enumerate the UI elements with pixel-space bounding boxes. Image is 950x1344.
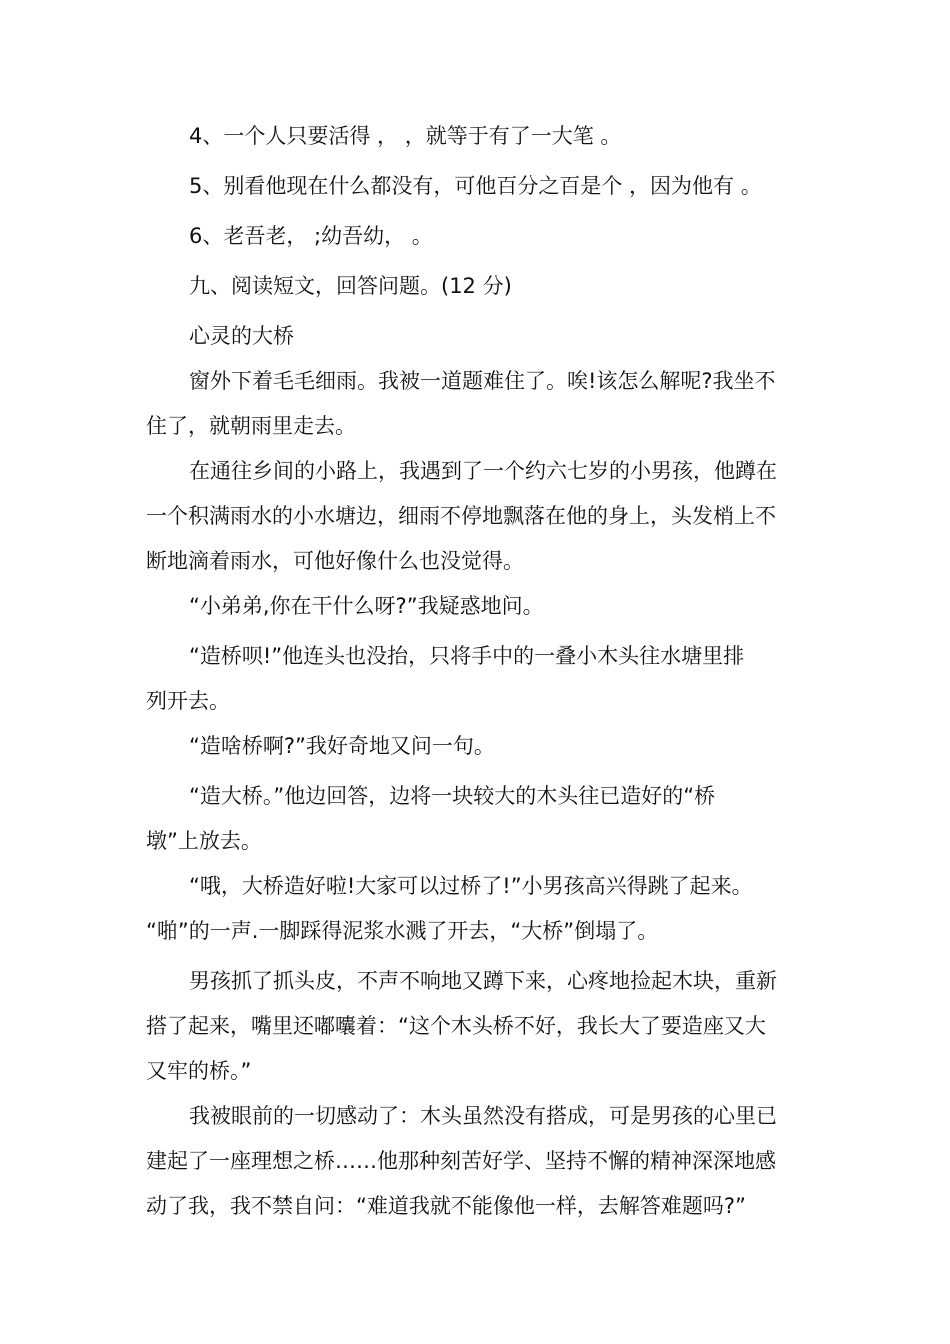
paragraph-9-line-3: 动了我，我不禁自问：“难道我就不能像他一样，去解答难题吗?” <box>146 1194 746 1218</box>
fill-in-item-6: 6、老吾老， ;幼吾幼， 。 <box>189 224 433 248</box>
paragraph-2-line-2: 一个积满雨水的小水塘边，细雨不停地飘落在他的身上，头发梢上不 <box>146 504 776 528</box>
paragraph-7-line-1: “哦，大桥造好啦!大家可以过桥了!”小男孩高兴得跳了起来。 <box>189 874 753 898</box>
paragraph-5-line-1: “造啥桥啊?”我好奇地又问一句。 <box>189 734 495 758</box>
paragraph-3-line-1: “小弟弟,你在干什么呀?”我疑惑地问。 <box>189 594 544 618</box>
paragraph-2-line-1: 在通往乡间的小路上，我遇到了一个约六七岁的小男孩，他蹲在 <box>189 459 777 483</box>
paragraph-9-line-1: 我被眼前的一切感动了：木头虽然没有搭成，可是男孩的心里已 <box>189 1104 777 1128</box>
paragraph-6-line-2: 墩”上放去。 <box>146 829 262 853</box>
paragraph-1-line-2: 住了，就朝雨里走去。 <box>146 414 356 438</box>
fill-in-item-4: 4、一个人只要活得 ， ，就等于有了一大笔 。 <box>189 124 622 148</box>
paragraph-9-line-2: 建起了一座理想之桥……他那种刻苦好学、坚持不懈的精神深深地感 <box>146 1149 776 1173</box>
section-heading: 九、阅读短文，回答问题。(12 分) <box>189 274 512 298</box>
article-title: 心灵的大桥 <box>189 324 294 348</box>
paragraph-8-line-2: 搭了起来，嘴里还嘟囔着：“这个木头桥不好，我长大了要造座又大 <box>146 1014 766 1038</box>
paragraph-7-line-2: “啪”的一声.一脚踩得泥浆水溅了开去，“大桥”倒塌了。 <box>146 919 659 943</box>
paragraph-1-line-1: 窗外下着毛毛细雨。我被一道题难住了。唉!该怎么解呢?我坐不 <box>189 369 776 393</box>
paragraph-8-line-3: 又牢的桥。” <box>146 1059 252 1083</box>
paragraph-8-line-1: 男孩抓了抓头皮，不声不响地又蹲下来，心疼地捡起木块，重新 <box>189 969 777 993</box>
paragraph-6-line-1: “造大桥。”他边回答，边将一块较大的木头往已造好的“桥 <box>189 784 716 808</box>
paragraph-4-line-2: 列开去。 <box>146 689 230 713</box>
paragraph-2-line-3: 断地滴着雨水，可他好像什么也没觉得。 <box>146 549 524 573</box>
paragraph-4-line-1: “造桥呗!”他连头也没抬，只将手中的一叠小木头往水塘里排 <box>189 644 745 668</box>
fill-in-item-5: 5、别看他现在什么都没有，可他百分之百是个 ，因为他有 。 <box>189 174 762 198</box>
